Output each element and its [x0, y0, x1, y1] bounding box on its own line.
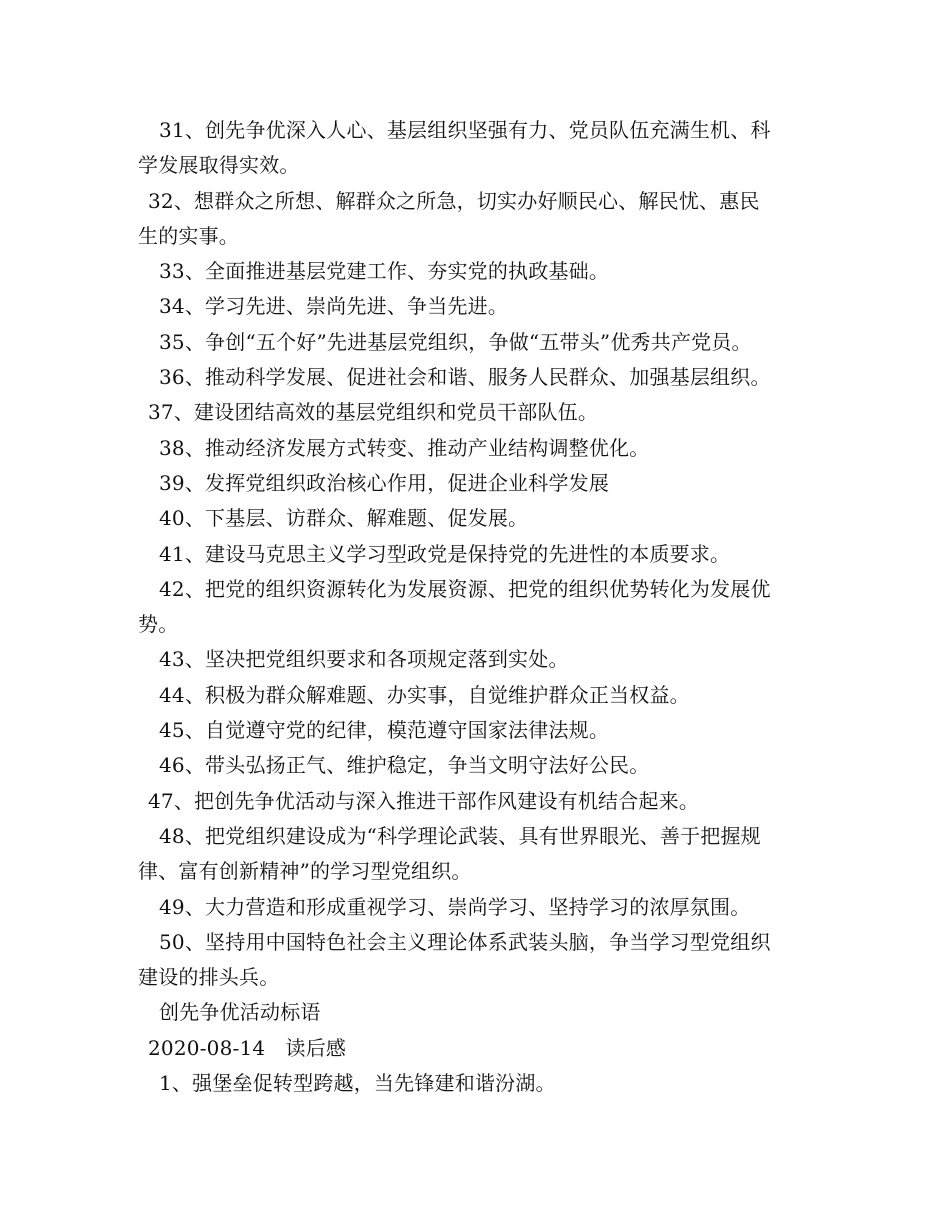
text-line: 38、推动经济发展方式转变、推动产业结构调整优化。 — [159, 435, 650, 460]
text-line: 43、坚决把党组织要求和各项规定落到实处。 — [159, 647, 569, 672]
text-line: 1、强堡垒促转型跨越，当先锋建和谐汾湖。 — [159, 1071, 556, 1096]
text-line: 37、建设团结高效的基层党组织和党员干部队伍。 — [148, 400, 599, 425]
text-line: 35、争创“五个好”先进基层党组织，争做“五带头”优秀共产党员。 — [159, 329, 752, 354]
text-line: 39、发挥党组织政治核心作用，促进企业科学发展 — [159, 470, 610, 495]
text-line: 34、学习先进、崇尚先进、争当先进。 — [159, 294, 509, 319]
text-line: 31、创先争优深入人心、基层组织坚强有力、党员队伍充满生机、科 — [159, 118, 771, 142]
text-line: 36、推动科学发展、促进社会和谐、服务人民群众、加强基层组织。 — [159, 365, 771, 390]
text-line: 48、把党组织建设成为“科学理论武装、具有世界眼光、善于把握规 — [159, 823, 761, 848]
text-line: 46、带头弘扬正气、维护稳定，争当文明守法好公民。 — [159, 753, 650, 778]
text-line: 32、想群众之所想、解群众之所急，切实办好顺民心、解民忧、惠民 — [148, 188, 760, 213]
text-line: 47、把创先争优活动与深入推进干部作风建设有机结合起来。 — [148, 788, 700, 813]
text-line: 42、把党的组织资源转化为发展资源、把党的组织优势转化为发展优 — [159, 576, 771, 601]
text-line: 41、建设马克思主义学习型政党是保持党的先进性的本质要求。 — [159, 541, 731, 566]
text-line: 50、坚持用中国特色社会主义理论体系武装头脑，争当学习型党组织 — [159, 929, 771, 954]
text-line: 律、富有创新精神”的学习型党组织。 — [138, 859, 472, 884]
text-line: 势。 — [138, 612, 179, 637]
document-body — [138, 113, 828, 1101]
text-line: 40、下基层、访群众、解难题、促发展。 — [159, 506, 529, 531]
text-line: 44、积极为群众解难题、办实事，自觉维护群众正当权益。 — [159, 682, 690, 707]
text-line: 33、全面推进基层党建工作、夯实党的执政基础。 — [159, 259, 610, 284]
section-heading: 创先争优活动标语 — [159, 1000, 321, 1025]
text-line: 49、大力营造和形成重视学习、崇尚学习、坚持学习的浓厚氛围。 — [159, 894, 751, 919]
text-line: 45、自觉遵守党的纪律，模范遵守国家法律法规。 — [159, 718, 610, 743]
text-line: 生的实事。 — [138, 223, 239, 248]
text-line: 建设的排头兵。 — [138, 965, 280, 990]
date-line: 2020-08-14 读后感 — [148, 1035, 347, 1060]
text-line: 学发展取得实效。 — [138, 153, 300, 178]
